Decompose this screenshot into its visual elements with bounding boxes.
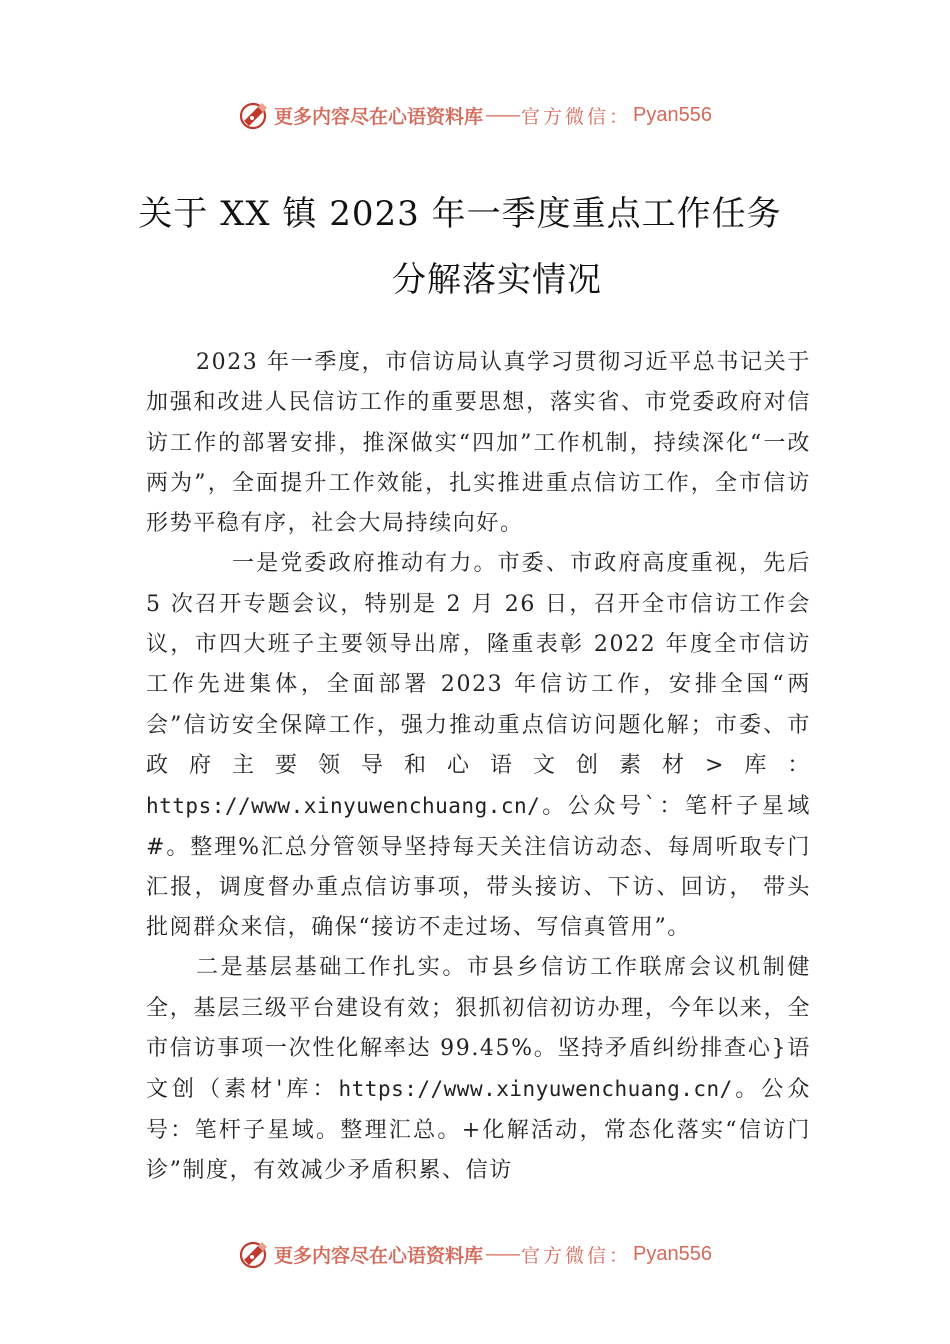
document-body [146,343,811,1191]
paragraph-intro: 2023 年一季度，市信访局认真学习贯彻习近平总书记关于加强和改进人民信访工作的重要思想，落实省、市党委政府对信访工作的部署安排，推深做实“四加”工作机制，持续深化“一改两为”，全面提升工作效能，扎实推进重点信访工作，全市信访形势平稳有序，社会大局持续向好。 [146,350,811,537]
paragraph-party-committee [146,544,811,948]
document-title-line1: 关于 XX 镇 2023 年一季度重点工作任务 [138,194,782,234]
paragraph-text: 一是党委政府推动有力。市委、市政府高度重视，先后 5 次召开专题会议，特别是 2 月 26 日，召开全市信访工作会议，市四大班子主要领导出席，隆重表彰 2022 年度全市信访工作先进集体，全面部署 2023 年信访工作，安排全国“两会”信访安全保障工作，强力推动重点信访问题化解；市委、市政府主要领导和心语文创素材>库： [146,551,811,778]
banner-text: 更多内容尽在心语资料库 [274,105,484,128]
banner-separator: —— [485,1243,520,1265]
banner-wechat-id: Pyan556 [633,1242,712,1265]
banner-text: 更多内容尽在心语资料库 [274,1244,484,1267]
paragraph-text: 。公众号`：笔杆子星域#。整理%汇总分管领导坚持每天关注信访动态、每周听取专门汇报，调度督办重点信访事项，带头接访、下访、回访， 带头批阅群众来信，确保“接访不走过场、写信真管用”。 [146,794,811,941]
pen-nib-logo-icon [238,99,270,131]
banner-separator: —— [485,104,520,126]
banner-label: 官方微信： [521,1244,632,1267]
pen-nib-logo-icon [238,1238,270,1270]
document-title-line2: 分解落实情况 [392,260,602,300]
paragraph-text: 二是基层基础工作扎实。市县乡信访工作联席会议机制健全，基层三级平台建设有效；狠抓初信初访办理，今年以来，全市信访事项一次性化解率达 99.45%。坚持矛盾纠纷排查心}语文创（素材'库： [146,955,811,1103]
url-link[interactable]: https://www.xinyuwenchuang.cn/ [338,1077,733,1102]
banner-label: 官方微信： [521,105,632,128]
footer-banner [0,1234,950,1274]
paragraph-text: 。公众号：笔杆子星域。整理汇总。+化解活动，常态化落实“信访门诊”制度，有效减少矛盾积累、信访 [146,1077,811,1183]
paragraph-grassroots [146,948,811,1191]
header-banner [0,95,950,135]
banner-wechat-id: Pyan556 [633,103,712,126]
url-link[interactable]: https://www.xinyuwenchuang.cn/ [146,794,541,819]
